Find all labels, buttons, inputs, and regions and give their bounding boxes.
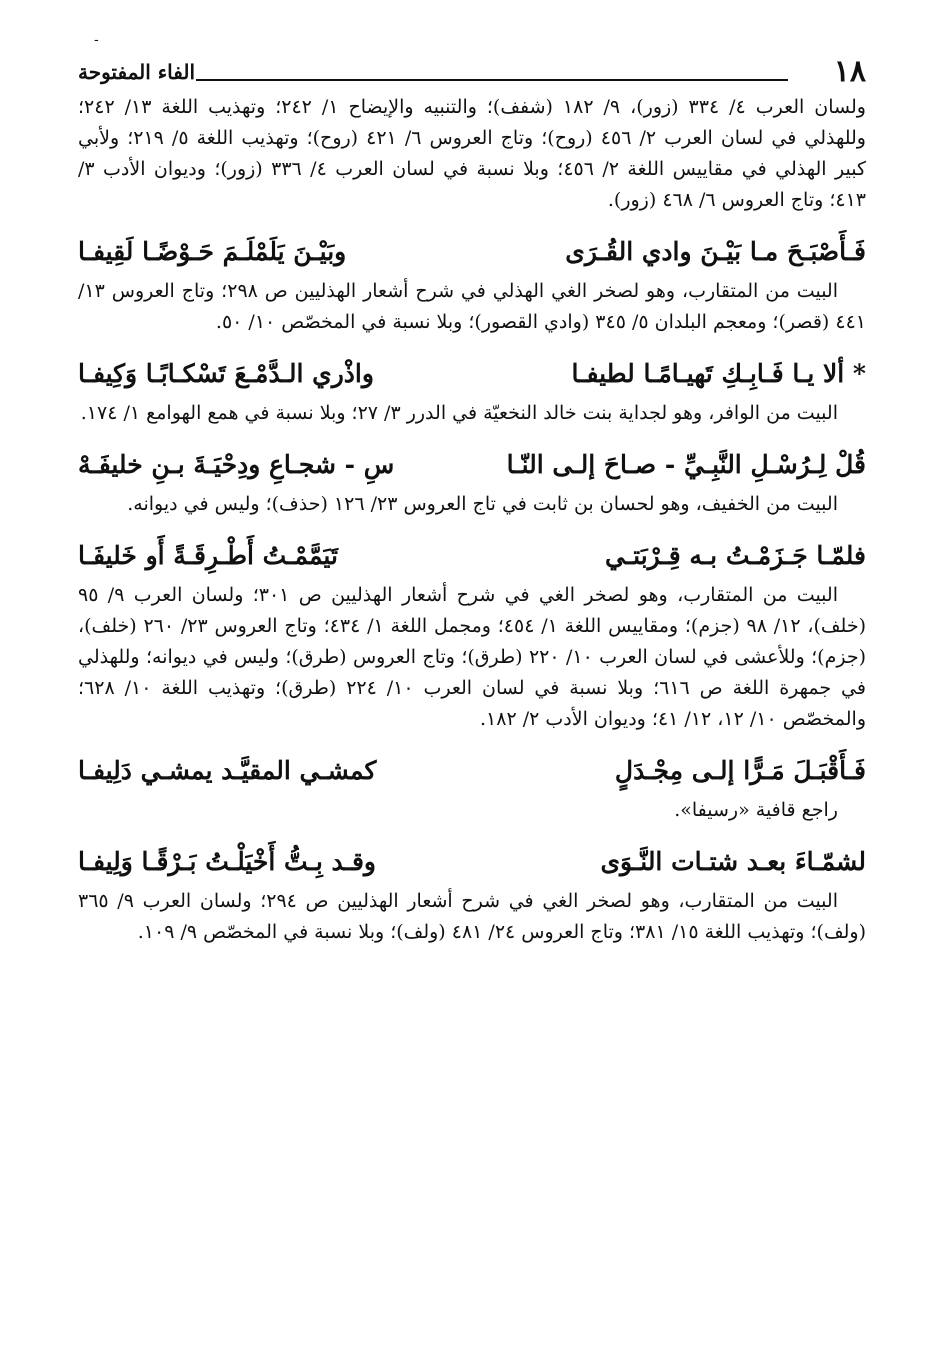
verse-first-hemistich: فَـأَقْبَـلَ مَـرًّا إلـى مِجْـدَلٍ: [614, 756, 866, 785]
verse-line: [78, 753, 866, 789]
commentary-paragraph: البيت من الخفيف، وهو لحسان بن ثابت في تاج العروس ٢٣/ ١٢٦ (حذف)؛ وليس في ديوانه.: [127, 493, 838, 515]
verse-second-hemistich: سِ - شجـاعِ ودِحْيَـةَ بـنِ خليفَـهْ: [78, 450, 395, 479]
verse-second-hemistich: وقـد بِـتُّ أَخْيَلْـتُ بَـرْقًـا وَلِيفـا: [78, 847, 376, 876]
verse-first-hemistich: قُلْ لِـرُسْـلِ النَّبِـيِّ - صـاحَ إلـى النّـا: [506, 450, 866, 479]
verse-second-hemistich: تَيَمَّمْـتُ أَطْـرِقَـةً أَو خَليفَـا: [78, 541, 338, 570]
running-title: الفاء المفتوحة: [78, 60, 196, 84]
verse-first-hemistich: لشمّـاءَ بعـد شتـات النَّـوَى: [600, 847, 866, 876]
verse-first-hemistich: * ألا يـا فَـابِـكِ تَهيـامًـا لطيفـا: [571, 359, 866, 388]
commentary-paragraph: راجع قافية «رسيفا».: [674, 799, 838, 821]
commentary-paragraph: البيت من المتقارب، وهو لصخر الغي الهذلي في شرح أشعار الهذليين ص ٢٩٨؛ وتاج العروس ١٣/ ٤٤١ (قصر)؛ ومعجم البلدان ٥/ ٣٤٥ (وادي القصور)؛ وبلا نسبة في المخصّص ١٠/ ٥٠.: [78, 280, 866, 333]
stray-mark: -: [94, 32, 99, 48]
document-page: [78, 32, 866, 1340]
verse-line: [78, 356, 866, 392]
page-header: [78, 32, 866, 92]
verse-second-hemistich: كمشـي المقيَّـد يمشـي دَلِيفـا: [78, 756, 377, 785]
verse-line: [78, 234, 866, 270]
commentary-paragraph: البيت من المتقارب، وهو لصخر الغي في شرح أشعار الهذليين ص ٣٠١؛ ولسان العرب ٩/ ٩٥ (خلف)، ١٢/ ٩٨ (جزم)؛ ومقاييس اللغة ١/ ٤٥٤؛ ومجمل اللغة ١/ ٤٣٤؛ وتاج العروس ٢٣/ ٢٦٠ (خلف)، (جزم)؛ وللأعشى في لسان العرب ١٠/ ٢٢٠ (طرق)؛ وتاج العروس (طرق)؛ وليس في ديوانه؛ وللهذلي في جمهرة اللغة ص ٦١٦؛ وبلا نسبة في لسان العرب ١٠/ ٢٢٤ (طرق)؛ وتهذيب اللغة ١٠/ ٦٢٨؛ والمخصّص ١٠/ ١٢، ١٢/ ٤١؛ وديوان الأدب ٢/ ١٨٢.: [78, 584, 866, 730]
commentary-paragraph: البيت من الوافر، وهو لجداية بنت خالد النخعيّة في الدرر ٣/ ٢٧؛ وبلا نسبة في همع الهوامع ١/ ١٧٤.: [80, 402, 838, 424]
verse-first-hemistich: فَـأَصْبَـحَ مـا بَيْـنَ وادي القُـرَى: [565, 237, 866, 266]
commentary-paragraph: البيت من المتقارب، وهو لصخر الغي في شرح أشعار الهذليين ص ٢٩٤؛ ولسان العرب ٩/ ٣٦٥ (ولف)؛ وتهذيب اللغة ١٥/ ٣٨١؛ وتاج العروس ٢٤/ ٤٨١ (ولف)؛ وبلا نسبة في المخصّص ٩/ ١٠٩.: [78, 890, 866, 943]
commentary-paragraph: ولسان العرب ٤/ ٣٣٤ (زور)، ٩/ ١٨٢ (شفف)؛ والتنبيه والإيضاح ١/ ٢٤٢؛ وتهذيب اللغة ١٣/ ٢٤٢؛ وللهذلي في لسان العرب ٢/ ٤٥٦ (روح)؛ وتاج العروس ٦/ ٤٢١ (روح)؛ وتهذيب اللغة ٥/ ٢١٩؛ ولأبي كبير الهذلي في مقاييس اللغة ٢/ ٤٥٦؛ وبلا نسبة في لسان العرب ٤/ ٣٣٦ (زور)؛ وديوان الأدب ٣/ ٤١٣؛ وتاج العروس ٦/ ٤٦٨ (زور).: [78, 96, 866, 211]
page-number: ١٨: [833, 54, 866, 89]
verse-line: [78, 844, 866, 880]
header-rule: [196, 79, 788, 81]
verse-second-hemistich: واذْري الـدَّمْـعَ تَسْكـابًـا وَكِيفـا: [78, 359, 374, 388]
verse-line: [78, 538, 866, 574]
verse-second-hemistich: وبَيْـنَ يَلَمْلَـمَ حَـوْضًـا لَقِيفـا: [78, 237, 347, 266]
verse-line: [78, 447, 866, 483]
verse-first-hemistich: فلمّـا جَـزَمْـتُ بـه قِـرْبَتـي: [605, 541, 866, 570]
page-body: [78, 92, 866, 948]
